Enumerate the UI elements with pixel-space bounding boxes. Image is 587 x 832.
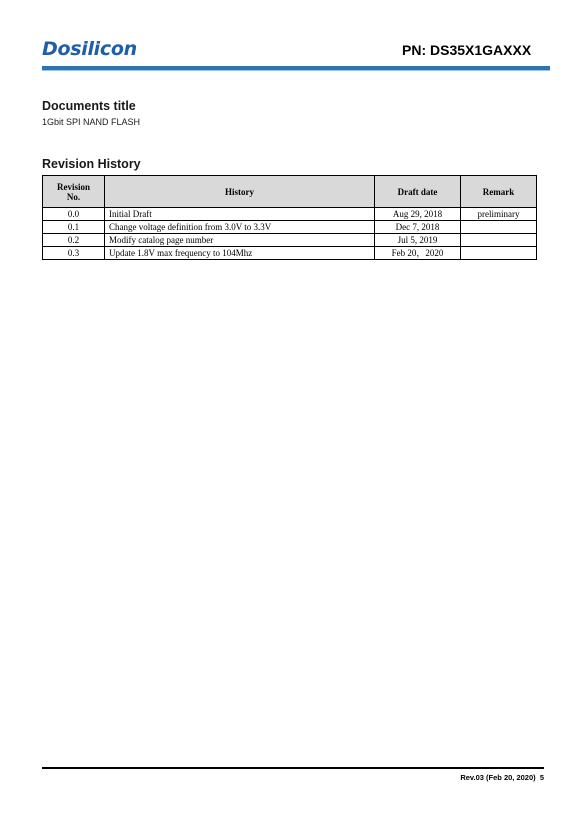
- column-header-history: History: [105, 176, 375, 208]
- column-header-remark: Remark: [461, 176, 537, 208]
- company-logo: Dosilicon: [42, 38, 137, 60]
- page-number: 5: [539, 773, 544, 782]
- date-cell: Dec 7, 2018: [375, 221, 461, 234]
- history-cell: Change voltage definition from 3.0V to 3.3V: [105, 221, 375, 234]
- remark-cell: [461, 234, 537, 247]
- footer-revision: Rev.03 (Feb 20, 2020): [460, 773, 536, 782]
- date-cell: Feb 20，2020: [375, 247, 461, 260]
- table-row: [43, 234, 537, 247]
- revision-cell: 0.0: [43, 208, 105, 221]
- table-row: [43, 247, 537, 260]
- column-header-revision: [43, 176, 105, 208]
- documents-title-heading: Documents title: [42, 99, 136, 113]
- footer-divider: [42, 767, 544, 769]
- date-cell: Jul 5, 2019: [375, 234, 461, 247]
- table-row: [43, 221, 537, 234]
- revision-cell: 0.1: [43, 221, 105, 234]
- revision-history-heading: Revision History: [42, 157, 141, 171]
- column-header-revision-label: Revision No.: [56, 181, 90, 202]
- part-number: PN: DS35X1GAXXX: [402, 42, 532, 58]
- remark-cell: preliminary: [461, 208, 537, 221]
- history-cell: Modify catalog page number: [105, 234, 375, 247]
- documents-subtitle: 1Gbit SPI NAND FLASH: [42, 117, 141, 127]
- column-header-draft-date: Draft date: [375, 176, 461, 208]
- revision-history-table: [42, 175, 537, 260]
- table-header-row: [43, 176, 537, 208]
- history-cell: Update 1.8V max frequency to 104Mhz: [105, 247, 375, 260]
- revision-cell: 0.2: [43, 234, 105, 247]
- header-divider-shadow: [42, 70, 550, 71]
- revision-cell: 0.3: [43, 247, 105, 260]
- table-row: [43, 208, 537, 221]
- remark-cell: [461, 221, 537, 234]
- history-cell: Initial Draft: [105, 208, 375, 221]
- page-footer: [300, 773, 544, 782]
- date-cell: Aug 29, 2018: [375, 208, 461, 221]
- remark-cell: [461, 247, 537, 260]
